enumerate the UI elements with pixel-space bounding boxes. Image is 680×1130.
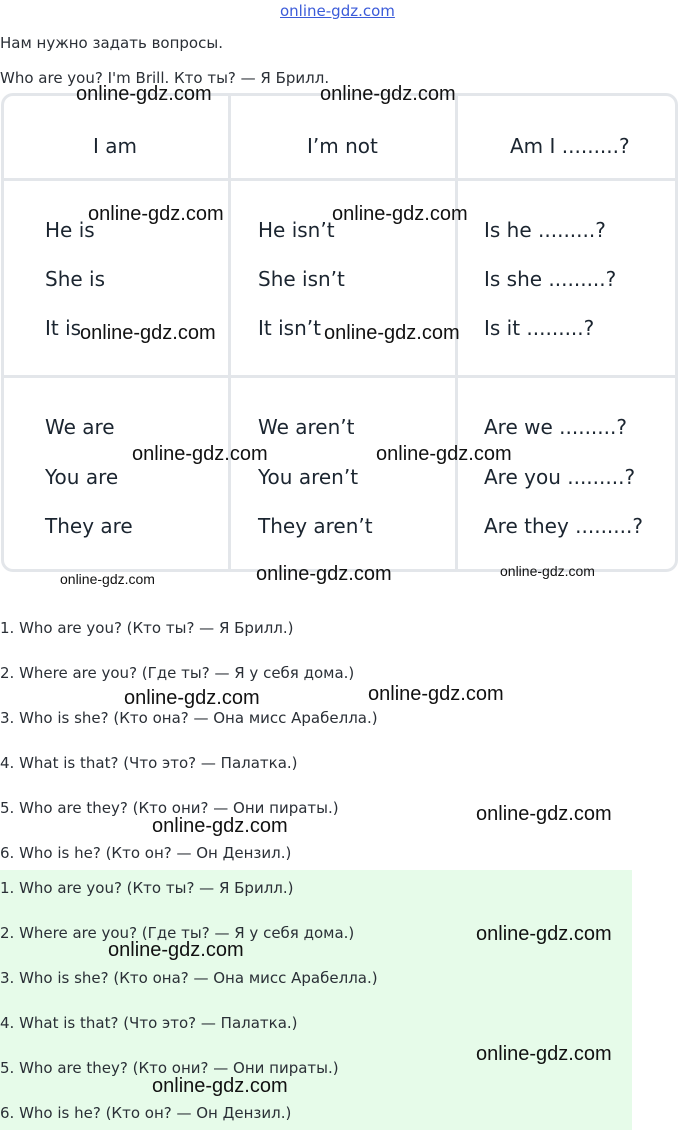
cell-you-are: You are: [45, 465, 119, 489]
watermark: online-gdz.com: [76, 83, 212, 105]
cell-he-is: He is: [45, 218, 95, 242]
watermark: online-gdz.com: [256, 563, 392, 585]
table-row-divider: [4, 375, 675, 378]
watermark: online-gdz.com: [476, 923, 612, 945]
cell-it-isnt: It isn’t: [258, 316, 321, 340]
cell-it-is: It is: [45, 316, 82, 340]
cell-they-are: They are: [45, 514, 133, 538]
intro-line: Нам нужно задать вопросы.: [0, 34, 223, 52]
header-im-not: I’m not: [307, 134, 378, 158]
watermark: online-gdz.com: [152, 815, 288, 837]
intro-example-line: Who are you? I'm Brill. Кто ты? — Я Брилл.: [0, 69, 330, 87]
watermark: online-gdz.com: [132, 443, 268, 465]
highlighted-answer-block: [0, 870, 632, 1130]
top-watermark-link[interactable]: online-gdz.com: [280, 2, 395, 20]
header-am-i: Am I .........?: [510, 134, 630, 158]
watermark: online-gdz.com: [376, 443, 512, 465]
cell-is-she: Is she .........?: [484, 267, 617, 291]
highlighted-answer-line: 2. Where are you? (Где ты? — Я у себя дома.): [0, 924, 355, 942]
cell-she-isnt: She isn’t: [258, 267, 345, 291]
watermark: online-gdz.com: [332, 203, 468, 225]
cell-they-arent: They aren’t: [258, 514, 373, 538]
answer-line: 3. Who is she? (Кто она? — Она мисс Арабелла.): [0, 709, 378, 727]
cell-are-we: Are we .........?: [484, 415, 627, 439]
cell-we-arent: We aren’t: [258, 415, 355, 439]
watermark: online-gdz.com: [324, 322, 460, 344]
cell-she-is: She is: [45, 267, 106, 291]
highlighted-answer-line: 1. Who are you? (Кто ты? — Я Брилл.): [0, 879, 294, 897]
watermark: online-gdz.com: [152, 1075, 288, 1097]
watermark: online-gdz.com: [500, 563, 595, 579]
cell-we-are: We are: [45, 415, 115, 439]
cell-you-arent: You aren’t: [258, 465, 359, 489]
answer-line: 5. Who are they? (Кто они? — Они пираты.): [0, 799, 339, 817]
watermark: online-gdz.com: [320, 83, 456, 105]
watermark: online-gdz.com: [124, 687, 260, 709]
table-column-divider: [228, 96, 231, 569]
watermark: online-gdz.com: [476, 803, 612, 825]
cell-is-it: Is it .........?: [484, 316, 595, 340]
watermark: online-gdz.com: [88, 203, 224, 225]
cell-he-isnt: He isn’t: [258, 218, 335, 242]
answer-line: 4. What is that? (Что это? — Палатка.): [0, 754, 298, 772]
cell-is-he: Is he .........?: [484, 218, 606, 242]
answer-line: 6. Who is he? (Кто он? — Он Дензил.): [0, 844, 292, 862]
watermark: online-gdz.com: [108, 939, 244, 961]
highlighted-answer-line: 6. Who is he? (Кто он? — Он Дензил.): [0, 1104, 292, 1122]
watermark: online-gdz.com: [60, 571, 155, 587]
highlighted-answer-line: 3. Who is she? (Кто она? — Она мисс Арабелла.): [0, 969, 378, 987]
cell-are-they: Are they .........?: [484, 514, 643, 538]
highlighted-answer-line: 5. Who are they? (Кто они? — Они пираты.): [0, 1059, 339, 1077]
answer-line: 2. Where are you? (Где ты? — Я у себя дома.): [0, 664, 355, 682]
watermark: online-gdz.com: [476, 1043, 612, 1065]
watermark: online-gdz.com: [368, 683, 504, 705]
header-i-am: I am: [93, 134, 137, 158]
answer-line: 1. Who are you? (Кто ты? — Я Брилл.): [0, 619, 294, 637]
table-row-divider: [4, 178, 675, 181]
watermark: online-gdz.com: [80, 322, 216, 344]
cell-are-you: Are you .........?: [484, 465, 636, 489]
highlighted-answer-line: 4. What is that? (Что это? — Палатка.): [0, 1014, 298, 1032]
